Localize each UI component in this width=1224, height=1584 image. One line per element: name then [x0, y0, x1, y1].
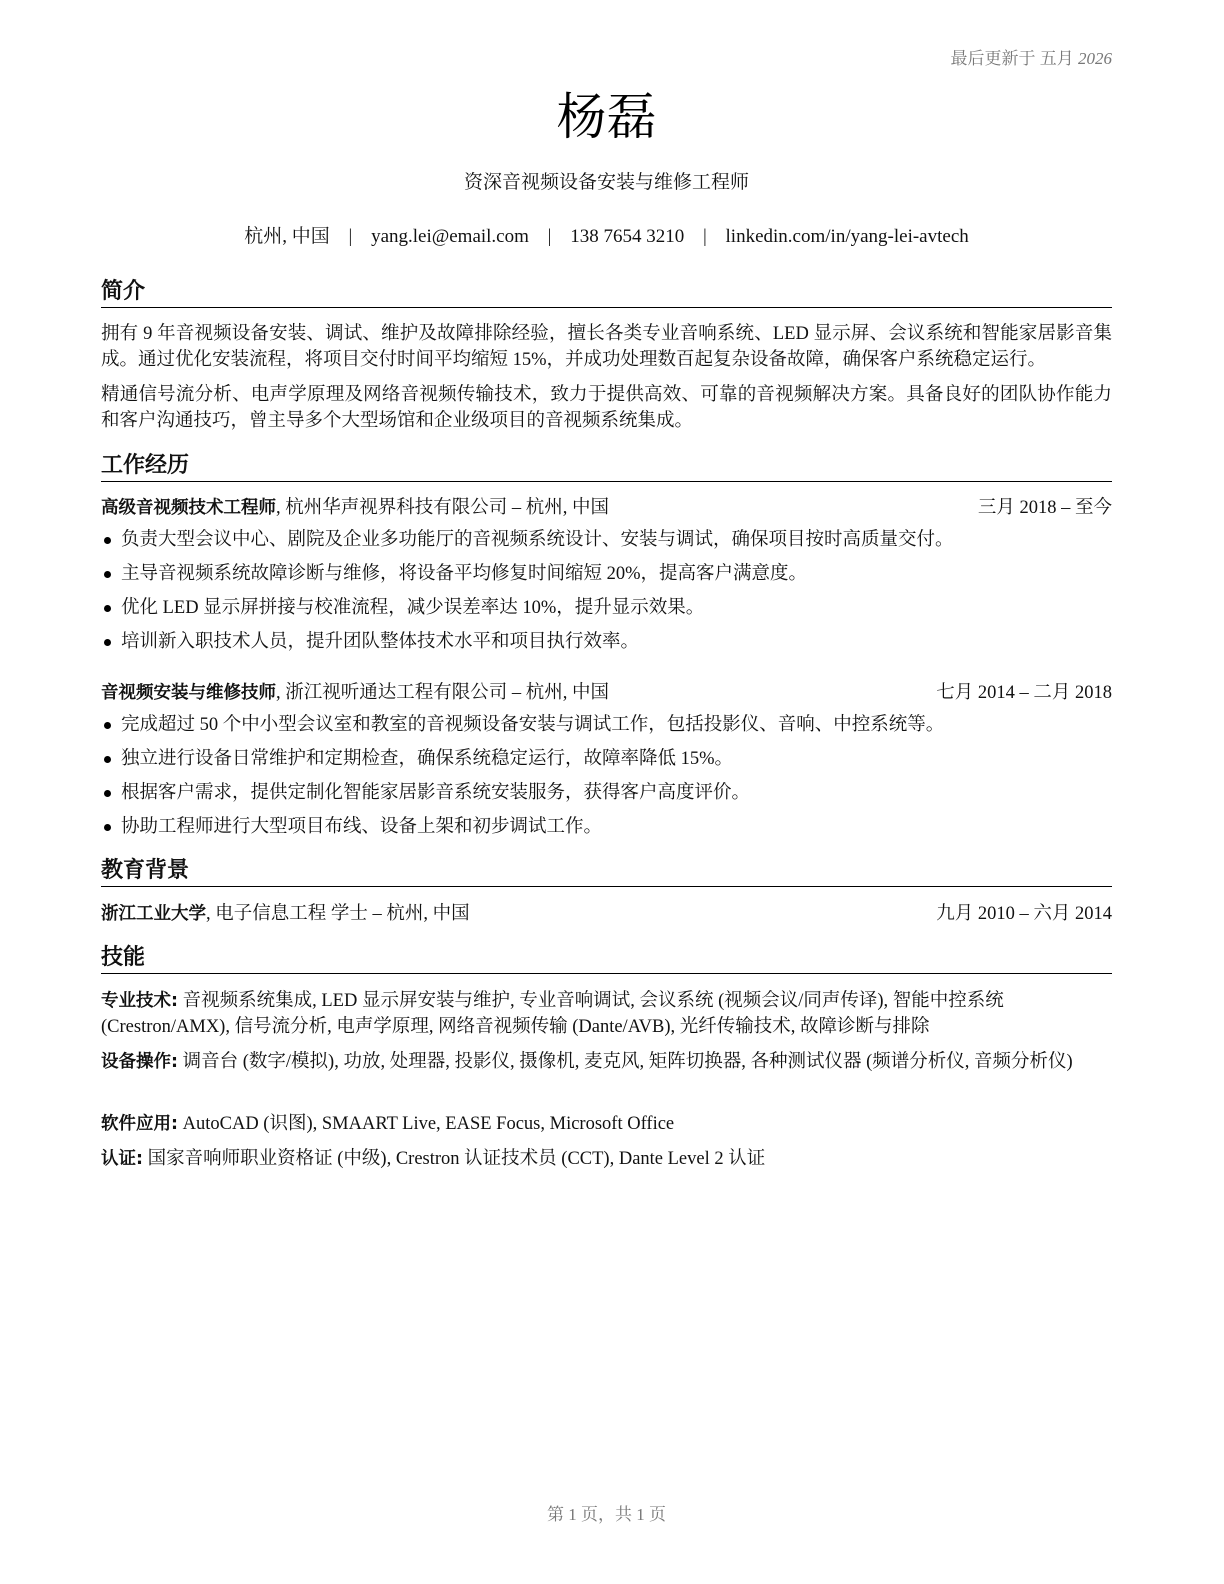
- education-school-degree: [101, 901, 470, 927]
- job-bullet: 独立进行设备日常维护和定期检查，确保系统稳定运行，故障率降低 15%。: [101, 746, 1112, 780]
- job-company: , 杭州华声视界科技有限公司 – 杭州, 中国: [276, 498, 610, 518]
- candidate-name: 杨磊: [556, 88, 657, 146]
- job-role-company: [101, 680, 609, 706]
- job-role-company: [101, 495, 609, 521]
- contact-separator: |: [702, 226, 707, 247]
- last-updated-label: 最后更新于 五月: [950, 49, 1074, 68]
- job-header: [101, 680, 1112, 706]
- job-bullet: 主导音视频系统故障诊断与维修，将设备平均修复时间缩短 20%，提高客户满意度。: [101, 561, 1112, 595]
- last-updated-year: 2026: [1078, 49, 1112, 68]
- contact-line: [101, 224, 1112, 250]
- skill-text: 调音台 (数字/模拟), 功放, 处理器, 投影仪, 摄像机, 麦克风, 矩阵切换器, 各种测试仪器 (频谱分析仪, 音频分析仪): [178, 1052, 1073, 1072]
- contact-separator: |: [348, 226, 353, 247]
- contact-phone: 138 7654 3210: [570, 226, 685, 247]
- section-title-summary: 简介: [101, 278, 1112, 308]
- section-title-education: 教育背景: [101, 857, 1112, 887]
- page-footer: 第 1 页，共 1 页: [547, 1505, 666, 1524]
- education-entry: [101, 901, 1112, 927]
- section-title-skills: 技能: [101, 944, 1112, 974]
- skill-text: AutoCAD (识图), SMAART Live, EASE Focus, Microsoft Office: [178, 1114, 675, 1134]
- job-bullet: 根据客户需求，提供定制化智能家居影音系统安装服务，获得客户高度评价。: [101, 780, 1112, 814]
- job-company: , 浙江视听通达工程有限公司 – 杭州, 中国: [276, 683, 610, 703]
- job-bullet: 协助工程师进行大型项目布线、设备上架和初步调试工作。: [101, 814, 1112, 848]
- last-updated: [951, 44, 1113, 69]
- job-role: 高级音视频技术工程师: [101, 498, 276, 518]
- skill-label: 软件应用:: [101, 1114, 178, 1134]
- skill-row: [101, 988, 1112, 1040]
- job-header: [101, 495, 1112, 521]
- education-detail: , 电子信息工程 学士 – 杭州, 中国: [206, 904, 470, 924]
- skill-label: 专业技术:: [101, 991, 178, 1011]
- job-role: 音视频安装与维修技师: [101, 683, 276, 703]
- education-dates: 九月 2010 – 六月 2014: [936, 904, 1112, 924]
- job-bullets: [101, 712, 1112, 848]
- skill-text: 音视频系统集成, LED 显示屏安装与维护, 专业音响调试, 会议系统 (视频会议/同声传译), 智能中控系统 (Crestron/AMX), 信号流分析, 电声学原理, 网络音视频传输 (Dante/AVB), 光纤传输技术, 故障诊断与排除: [101, 991, 1004, 1037]
- job-bullet: 完成超过 50 个中小型会议室和教室的音视频设备安装与调试工作，包括投影仪、音响、中控系统等。: [101, 712, 1112, 746]
- skill-label: 认证:: [101, 1149, 143, 1169]
- summary-paragraph: 精通信号流分析、电声学原理及网络音视频传输技术，致力于提供高效、可靠的音视频解决方案。具备良好的团队协作能力和客户沟通技巧，曾主导多个大型场馆和企业级项目的音视频系统集成。: [101, 385, 1112, 431]
- job-bullets: [101, 527, 1112, 663]
- contact-email[interactable]: yang.lei@email.com: [371, 226, 529, 247]
- skill-label: 设备操作:: [101, 1052, 178, 1072]
- summary-paragraph: 拥有 9 年音视频设备安装、调试、维护及故障排除经验，擅长各类专业音响系统、LED 显示屏、会议系统和智能家居影音集成。通过优化安装流程，将项目交付时间平均缩短 15%，并成功处理数百起复杂设备故障，确保客户系统稳定运行。: [101, 324, 1112, 370]
- contact-linkedin[interactable]: linkedin.com/in/yang-lei-avtech: [725, 226, 969, 247]
- section-title-experience: 工作经历: [101, 452, 1112, 482]
- skill-row: [101, 1146, 1112, 1172]
- contact-location: 杭州, 中国: [244, 226, 330, 247]
- job-bullet: 负责大型会议中心、剧院及企业多功能厅的音视频系统设计、安装与调试，确保项目按时高质量交付。: [101, 527, 1112, 561]
- job-dates: 三月 2018 – 至今: [977, 498, 1112, 518]
- skill-text: 国家音响师职业资格证 (中级), Crestron 认证技术员 (CCT), Dante Level 2 认证: [143, 1149, 766, 1169]
- job-bullet: 优化 LED 显示屏拼接与校准流程，减少误差率达 10%，提升显示效果。: [101, 595, 1112, 629]
- job-bullet: 培训新入职技术人员，提升团队整体技术水平和项目执行效率。: [101, 629, 1112, 663]
- candidate-title: 资深音视频设备安装与维修工程师: [463, 172, 749, 193]
- job-dates: 七月 2014 – 二月 2018: [936, 683, 1112, 703]
- skill-row: [101, 1111, 1112, 1137]
- skill-row: [101, 1049, 1112, 1075]
- education-school: 浙江工业大学: [101, 904, 206, 924]
- contact-separator: |: [547, 226, 552, 247]
